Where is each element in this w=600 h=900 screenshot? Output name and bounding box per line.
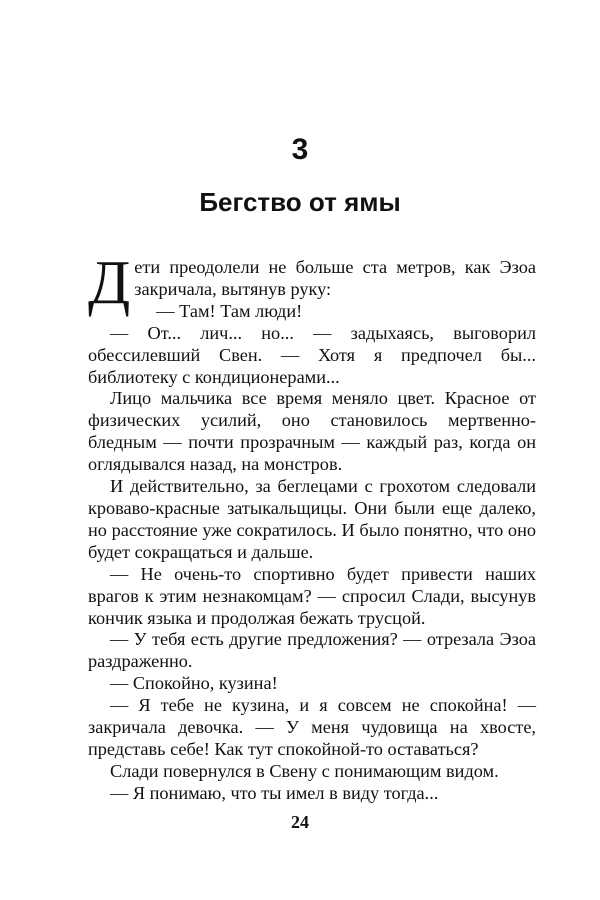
paragraph: Слади повернулся в Свену с понимающим видом.	[110, 760, 499, 781]
paragraph: — Спокойно, кузина!	[110, 673, 278, 694]
first-paragraph-text: ети преодолели не больше ста метров, как Эзоа закричала, вытянув руку:	[134, 257, 536, 299]
paragraph: — Не очень-то спортивно будет привести наших врагов к этим незнакомцам? — спросил Слади, высунув кончик языка и продолжая бежать трусцой.	[88, 563, 536, 628]
drop-cap: Д	[88, 249, 131, 317]
chapter-title: Бегство от ямы	[199, 187, 401, 217]
paragraph: — Там! Там люди!	[156, 300, 303, 321]
body-text	[88, 249, 536, 805]
paragraph: — Я тебе не кузина, и я совсем не спокойна! — закричала девочка. — У меня чудовища на хвосте, представь себе! Как тут спокойной-то оставаться?	[88, 695, 536, 759]
chapter-number: 3	[291, 133, 309, 166]
paragraph: — Я понимаю, что ты имел в виду тогда...	[110, 782, 439, 803]
paragraph: И действительно, за беглецами с грохотом следовали кроваво-красные затыкальщицы. Они были еще далеко, но расстояние уже сократилось. И было понятно, что оно будет сокращаться и дальше.	[88, 476, 536, 562]
page-number: 24	[291, 812, 309, 832]
paragraph: — У тебя есть другие предложения? — отрезала Эзоа раздраженно.	[88, 629, 536, 672]
paragraph: — От... лич... но... — задыхаясь, выговорил обессилевший Свен. — Хотя я предпочел бы... библиотеку с кондиционерами...	[88, 322, 536, 387]
paragraph: Лицо мальчика все время меняло цвет. Красное от физических усилий, оно становилось мертвенно-бледным — почти прозрачным — каждый раз, когда он оглядывался назад, на монстров.	[88, 388, 536, 475]
